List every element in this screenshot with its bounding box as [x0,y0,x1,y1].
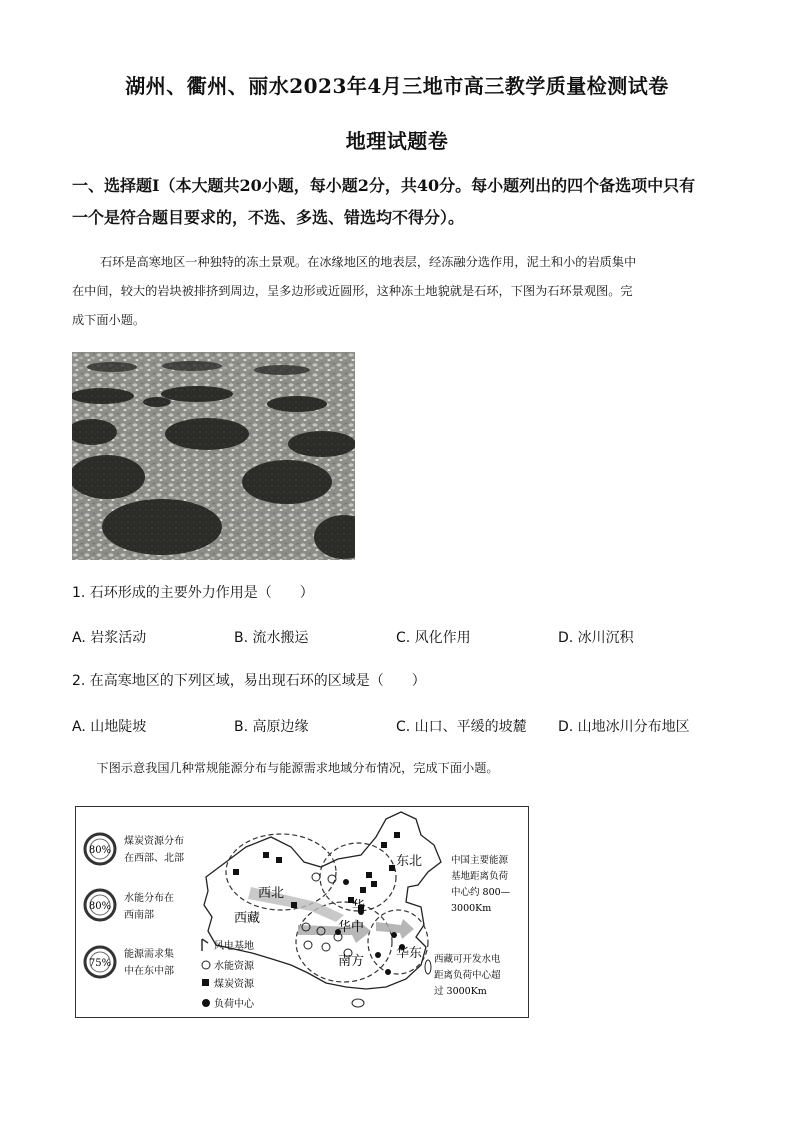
passage-1 [72,248,722,335]
question-2-stem: 2. 在高寒地区的下列区域，易出现石环的区域是（ ） [72,673,426,689]
region-northeast: 东北 [396,854,423,869]
passage-1-line-2: 在中间，较大的岩块被排挤到周边，呈多边形或近圆形，这种冻土地貌就是石环，下图为石环景观图。完 [72,284,633,298]
section-line-1: 一、选择题Ⅰ（本大题共20小题，每小题2分，共40分。每小题列出的四个备选项中只有 [72,176,696,195]
section-heading [72,170,722,234]
q2-option-b[interactable]: B. 高原边缘 [234,719,309,735]
legend-load: 负荷中心 [214,999,254,1010]
q1-option-d[interactable]: D. 冰川沉积 [558,630,634,646]
legend-wind: 风电基地 [214,941,254,952]
stat-demand-line1: 能源需求集 [124,949,174,960]
note-distance [451,854,511,914]
stat-coal-line2: 在西部、北部 [124,853,184,864]
region-northwest: 西北 [258,886,285,901]
stat-hydro-line1: 水能分布在 [124,893,174,904]
region-south: 南方 [338,954,365,969]
svg-text:中国主要能源: 中国主要能源 [451,855,509,866]
svg-text:过 3000Km: 过 3000Km [434,986,487,997]
q1-option-b[interactable]: B. 流水搬运 [234,630,309,646]
q2-option-c[interactable]: C. 山口、平缓的坡麓 [396,719,527,735]
exam-title: 湖州、衢州、丽水2023年4月三地市高三教学质量检测试卷 [125,74,669,98]
stat-demand-pct: 75% [88,958,112,969]
svg-text:中心约 800—: 中心约 800— [451,887,511,898]
q1-option-c[interactable]: C. 风化作用 [396,630,471,646]
svg-text:西藏可开发水电: 西藏可开发水电 [434,954,501,965]
stat-demand [85,947,174,977]
note-tibet-hydro [434,953,501,997]
region-central: 华中 [338,920,365,935]
stat-coal-pct: 80% [88,845,112,856]
svg-text:距离负荷中心超: 距离负荷中心超 [434,970,501,981]
stat-coal-line1: 煤炭资源分布 [124,836,184,847]
stat-hydro-line2: 西南部 [124,910,154,921]
exam-subtitle: 地理试题卷 [345,129,449,153]
region-east: 华东 [396,946,423,961]
passage-2: 下图示意我国几种常规能源分布与能源需求地域分布情况，完成下面小题。 [96,761,499,775]
stone-ring-photo [72,352,355,560]
svg-text:基地距离负荷: 基地距离负荷 [451,871,509,882]
question-1-stem: 1. 石环形成的主要外力作用是（ ） [72,585,314,601]
map-legend [202,939,255,1010]
stat-coal [85,834,184,864]
stat-hydro [85,890,174,921]
region-north: 华 [352,899,366,914]
svg-text:3000Km: 3000Km [451,903,492,914]
energy-map-figure [75,806,529,1018]
q1-option-a[interactable]: A. 岩浆活动 [72,630,147,646]
stat-demand-line2: 中在东中部 [124,966,174,977]
passage-1-line-3: 成下面小题。 [72,313,146,327]
stat-hydro-pct: 80% [88,901,112,912]
section-line-2: 一个是符合题目要求的，不选、多选、错选均不得分）。 [72,208,465,227]
q2-option-a[interactable]: A. 山地陡坡 [72,719,147,735]
passage-1-line-1: 石环是高寒地区一种独特的冻土景观。在冰缘地区的地表层，经冻融分选作用，泥土和小的岩质集中 [100,255,637,269]
q2-option-d[interactable]: D. 山地冰川分布地区 [558,719,690,735]
legend-coal: 煤炭资源 [214,979,254,990]
legend-hydro: 水能资源 [214,961,254,972]
region-tibet: 西藏 [234,911,261,926]
